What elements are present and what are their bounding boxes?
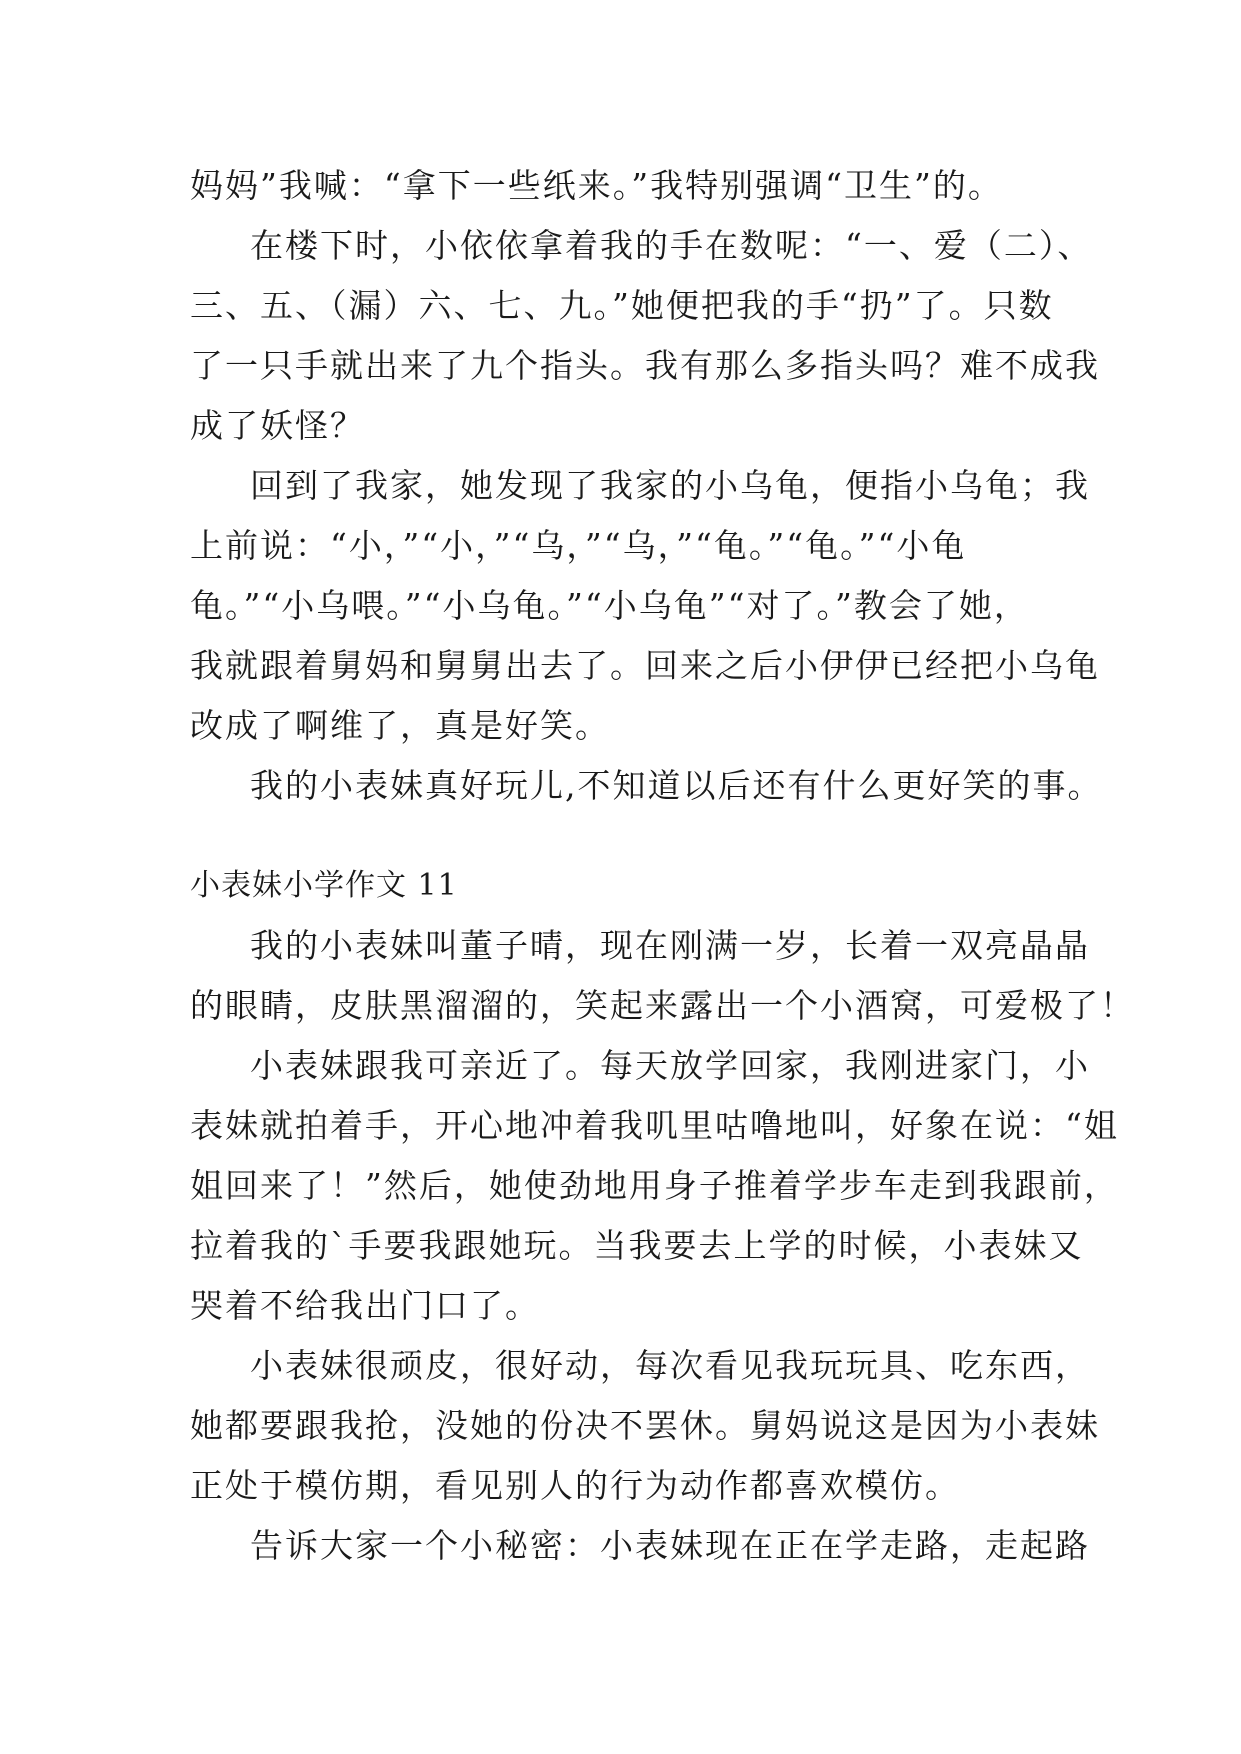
text-line: 表妹就拍着手，开心地冲着我叽里咕噜地叫，好象在说：“姐 [190, 1106, 1119, 1145]
text-line: 正处于模仿期，看见别人的行为动作都喜欢模仿。 [190, 1466, 960, 1505]
paragraph-start-line: 回到了我家，她发现了我家的小乌龟，便指小乌龟；我 [250, 466, 1090, 505]
text-line: 三、五、（漏）六、七、九。”她便把我的手“扔”了。只数 [190, 286, 1054, 325]
text-line: 她都要跟我抢，没她的份决不罢休。舅妈说这是因为小表妹 [190, 1406, 1100, 1445]
paragraph-start-line: 我的小表妹真好玩儿,不知道以后还有什么更好笑的事。 [250, 766, 1103, 805]
text-line: 的眼睛，皮肤黑溜溜的，笑起来露出一个小酒窝，可爱极了！ [190, 986, 1135, 1025]
text-line: 改成了啊维了，真是好笑。 [190, 706, 610, 745]
text-line: 了一只手就出来了九个指头。我有那么多指头吗？难不成我 [190, 346, 1100, 385]
text-line: 成了妖怪？ [190, 406, 365, 445]
text-line: 姐回来了！”然后，她使劲地用身子推着学步车走到我跟前， [190, 1166, 1119, 1205]
text-line: 哭着不给我出门口了。 [190, 1286, 540, 1325]
section-title: 小表妹小学作文 11 [190, 868, 458, 903]
text-line: 拉着我的`手要我跟她玩。当我要去上学的时候，小表妹又 [190, 1226, 1084, 1265]
paragraph-start-line: 在楼下时，小依依拿着我的手在数呢：“一、爱（二）、 [250, 226, 1093, 265]
text-line: 我就跟着舅妈和舅舅出去了。回来之后小伊伊已经把小乌龟 [190, 646, 1100, 685]
paragraph-start-line: 小表妹很顽皮，很好动，每次看见我玩玩具、吃东西， [250, 1346, 1090, 1385]
text-line: 龟。”“小乌喂。”“小乌龟。”“小乌龟”“对了。”教会了她， [190, 586, 1029, 625]
text-line: 上前说：“小，”“小，”“乌，”“乌，”“龟。”“龟。”“小龟 [190, 526, 967, 565]
paragraph-start-line: 我的小表妹叫董子晴，现在刚满一岁，长着一双亮晶晶 [250, 926, 1090, 965]
paragraph-start-line: 小表妹跟我可亲近了。每天放学回家，我刚进家门，小 [250, 1046, 1090, 1085]
text-line: 妈妈”我喊：“拿下一些纸来。”我特别强调“卫生”的。 [190, 166, 1003, 205]
paragraph-start-line: 告诉大家一个小秘密：小表妹现在正在学走路，走起路 [250, 1526, 1090, 1565]
